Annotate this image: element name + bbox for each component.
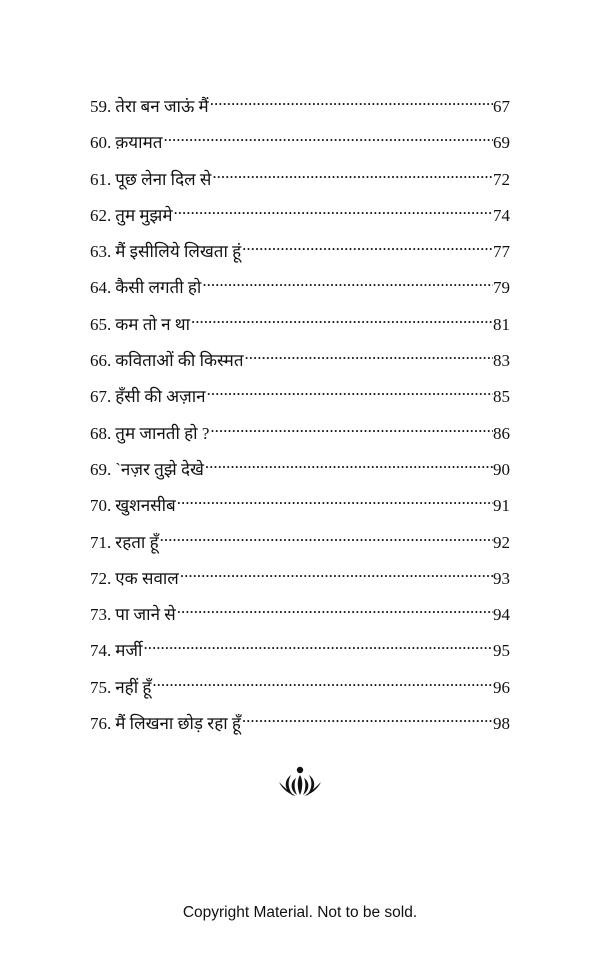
toc-entry	[90, 88, 510, 124]
toc-entry-title: कविताओं की किस्मत	[115, 351, 244, 371]
toc-entry	[90, 415, 510, 451]
toc-entry-title: हँसी की अज़ान	[115, 387, 206, 407]
toc-dot-leader	[190, 306, 493, 330]
toc-entry-number: 63.	[90, 242, 112, 262]
toc-dot-leader	[176, 487, 493, 511]
toc-entry	[90, 669, 510, 705]
toc-entry-number: 65.	[90, 314, 112, 334]
toc-entry-page: 81	[493, 314, 510, 334]
table-of-contents	[90, 88, 510, 741]
toc-dot-leader	[159, 524, 493, 548]
toc-entry-number: 70.	[90, 496, 112, 516]
toc-entry	[90, 596, 510, 632]
toc-entry-title: एक सवाल	[115, 568, 179, 588]
toc-entry-title: मैं इसीलिये लिखता हूं	[115, 242, 242, 262]
toc-entry	[90, 378, 510, 414]
toc-entry-page: 69	[493, 133, 510, 153]
toc-entry-title: तुम मुझमे	[115, 205, 173, 225]
toc-entry	[90, 524, 510, 560]
toc-entry-title: रहता हूँ	[115, 532, 159, 552]
toc-entry-number: 76.	[90, 714, 112, 734]
toc-dot-leader	[209, 415, 493, 439]
toc-dot-leader	[173, 197, 493, 221]
toc-entry-number: 64.	[90, 278, 112, 298]
toc-entry	[90, 342, 510, 378]
toc-dot-leader	[142, 632, 493, 656]
toc-entry	[90, 632, 510, 668]
toc-entry-number: 68.	[90, 423, 112, 443]
toc-dot-leader	[244, 342, 493, 366]
toc-dot-leader	[241, 705, 493, 729]
toc-dot-leader	[201, 269, 493, 293]
toc-entry-page: 95	[493, 641, 510, 661]
toc-entry-page: 85	[493, 387, 510, 407]
toc-entry-page: 72	[493, 169, 510, 189]
toc-entry-number: 61.	[90, 169, 112, 189]
toc-dot-leader	[206, 378, 493, 402]
toc-entry	[90, 560, 510, 596]
toc-entry-number: 59.	[90, 97, 112, 116]
toc-dot-leader	[176, 596, 493, 620]
toc-entry-page: 94	[493, 605, 510, 625]
toc-entry-title: क़यामत	[115, 133, 163, 153]
toc-entry-number: 74.	[90, 641, 112, 661]
toc-dot-leader	[241, 233, 493, 257]
toc-entry-title: मर्जी	[115, 641, 143, 661]
toc-entry-page: 67	[493, 97, 510, 116]
toc-entry-number: 72.	[90, 568, 112, 588]
toc-entry-number: 69.	[90, 459, 112, 479]
toc-entry	[90, 161, 510, 197]
toc-entry-page: 98	[493, 714, 510, 734]
toc-entry-title: मैं लिखना छोड़ रहा हूँ	[115, 714, 241, 734]
toc-entry	[90, 269, 510, 305]
toc-entry-number: 67.	[90, 387, 112, 407]
toc-entry-page: 90	[493, 459, 510, 479]
toc-entry-title: तुम जानती हो ?	[115, 423, 210, 443]
toc-entry	[90, 451, 510, 487]
toc-entry-number: 71.	[90, 532, 112, 552]
toc-dot-leader	[162, 124, 493, 148]
copyright-notice: Copyright Material. Not to be sold.	[182, 904, 418, 921]
toc-entry-title: पा जाने से	[115, 605, 176, 625]
toc-entry-page: 96	[493, 677, 510, 697]
toc-dot-leader	[179, 560, 493, 584]
toc-entry	[90, 197, 510, 233]
toc-entry-number: 75.	[90, 677, 112, 697]
toc-entry-number: 60.	[90, 133, 112, 153]
toc-entry	[90, 487, 510, 523]
toc-dot-leader	[151, 669, 493, 693]
toc-entry-page: 79	[493, 278, 510, 298]
toc-entry-page: 74	[493, 205, 510, 225]
toc-entry-title: तेरा बन जाऊं मैं	[115, 97, 209, 116]
toc-dot-leader	[204, 451, 493, 475]
toc-dot-leader	[211, 161, 493, 185]
toc-entry-page: 93	[493, 568, 510, 588]
toc-dot-leader	[209, 88, 493, 112]
toc-entry	[90, 124, 510, 160]
toc-entry-page: 91	[493, 496, 510, 516]
toc-entry-title: कम तो न था	[115, 314, 191, 334]
toc-entry-title: नहीं हूँ	[115, 677, 152, 697]
toc-entry-page: 83	[493, 351, 510, 371]
toc-entry	[90, 233, 510, 269]
toc-entry-number: 66.	[90, 351, 112, 371]
toc-entry-page: 86	[493, 423, 510, 443]
toc-entry-page: 92	[493, 532, 510, 552]
toc-entry-title: खुशनसीब	[115, 496, 176, 516]
toc-entry-title: `नज़र तुझे देखे	[115, 459, 204, 479]
toc-entry	[90, 306, 510, 342]
toc-entry-number: 73.	[90, 605, 112, 625]
toc-entry-title: कैसी लगती हो	[115, 278, 202, 298]
toc-entry-page: 77	[493, 242, 510, 262]
toc-entry-title: पूछ लेना दिल से	[115, 169, 212, 189]
toc-entry-number: 62.	[90, 205, 112, 225]
lotus-ornament-icon	[277, 764, 323, 800]
toc-entry	[90, 705, 510, 741]
